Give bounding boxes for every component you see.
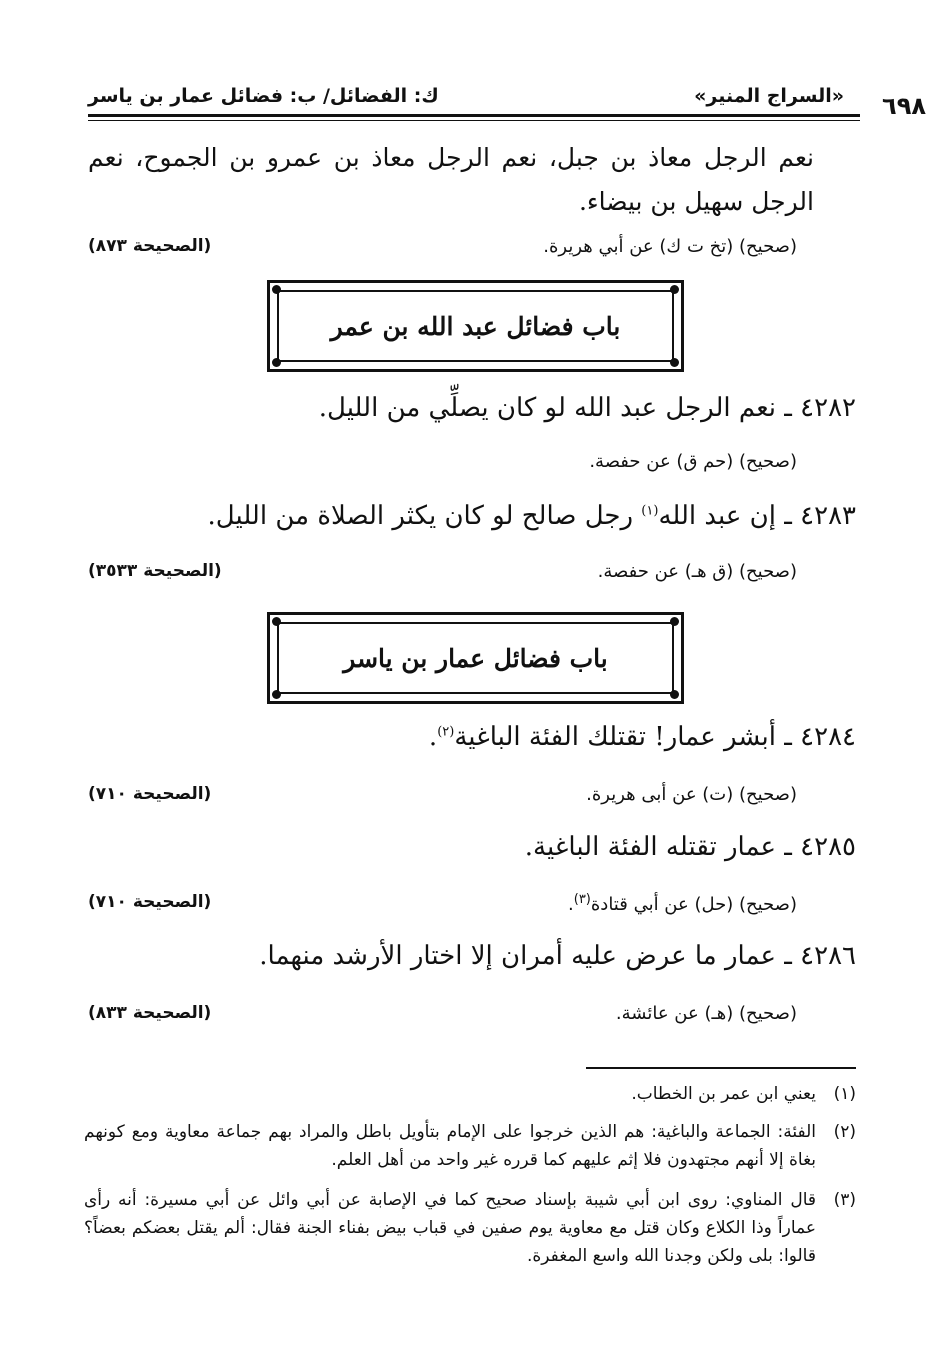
hadith-4284-text-b: . bbox=[428, 722, 438, 752]
section-box-abdullah-ibn-umar bbox=[267, 280, 684, 372]
chapter-title: ك: الفضائل/ ب: فضائل عمار بن ياسر bbox=[88, 85, 439, 107]
box-corner bbox=[670, 285, 679, 294]
box-corner bbox=[670, 690, 679, 699]
intro-reference: (الصحيحة ٨٧٣) bbox=[88, 236, 212, 256]
section-title: باب فضائل عمار بن ياسر bbox=[343, 643, 608, 673]
hadith-4283-reference: (الصحيحة ٣٥٣٣) bbox=[88, 561, 222, 581]
hadith-4284-source: (صحيح) (ت) عن أبى هريرة. bbox=[586, 784, 797, 805]
hadith-4283 bbox=[208, 501, 856, 531]
footnote-separator bbox=[586, 1067, 856, 1069]
hadith-4285: ٤٢٨٥ ـ عمار تقتله الفئة الباغية. bbox=[524, 832, 856, 862]
hadith-4282-source: (صحيح) (حم ق) عن حفصة. bbox=[589, 451, 797, 472]
footnote-number: (١) bbox=[833, 1084, 856, 1104]
footnote-text: يعني ابن عمر بن الخطاب. bbox=[631, 1084, 816, 1104]
box-corner bbox=[272, 358, 281, 367]
box-corner bbox=[670, 617, 679, 626]
hadith-4282: ٤٢٨٢ ـ نعم الرجل عبد الله لو كان يصلِّي من الليل. bbox=[318, 393, 856, 423]
hadith-4286-source: (صحيح) (هـ) عن عائشة. bbox=[615, 1003, 797, 1024]
book-title: «السراج المنير» bbox=[694, 85, 844, 107]
hadith-4285-source-a: (صحيح) (حل) عن أبي قتادة bbox=[590, 894, 797, 915]
intro-text: نعم الرجل معاذ بن جبل، نعم الرجل معاذ بن عمرو بن الجموح، نعم الرجل سهيل بن بيضاء. bbox=[88, 143, 814, 216]
footnote-mark-2: (٢) bbox=[437, 724, 455, 740]
box-corner bbox=[272, 285, 281, 294]
box-corner bbox=[670, 358, 679, 367]
hadith-4284-reference: (الصحيحة ٧١٠) bbox=[88, 784, 212, 804]
footnote-number: (٢) bbox=[833, 1122, 856, 1142]
hadith-4284 bbox=[429, 722, 856, 752]
footnote-1 bbox=[84, 1080, 856, 1110]
header-rule-thick bbox=[88, 114, 860, 117]
hadith-4284-text-a: ٤٢٨٤ ـ أبشر عمار! تقتلك الفئة الباغية bbox=[454, 722, 856, 752]
box-corner bbox=[272, 690, 281, 699]
header-rule-thin bbox=[88, 120, 860, 121]
footnote-mark-3: (٣) bbox=[573, 892, 591, 907]
footnote-3 bbox=[84, 1186, 856, 1276]
hadith-4285-source-b: . bbox=[568, 894, 574, 915]
hadith-4286: ٤٢٨٦ ـ عمار ما عرض عليه أمران إلا اختار الأرشد منهما. bbox=[259, 941, 856, 971]
page-number: ٦٩٨ bbox=[882, 92, 926, 120]
hadith-4283-text-b: رجل صالح لو كان يكثر الصلاة من الليل. bbox=[207, 501, 642, 531]
intro-source: (صحيح) (تخ ت ك) عن أبي هريرة. bbox=[543, 236, 797, 257]
hadith-4285-reference: (الصحيحة ٧١٠) bbox=[88, 892, 212, 912]
box-corner bbox=[272, 617, 281, 626]
footnote-number: (٣) bbox=[833, 1190, 856, 1210]
footnote-text: الفئة: الجماعة والباغية: هم الذين خرجوا على الإمام بتأويل باطل والمراد بهم جماعة معاوية ومع كونهم بغاة إلا أنهم مجتهدون فلا إثم عليهم كما قرره غير واحد من أهل العلم. bbox=[84, 1122, 816, 1170]
hadith-4285-source bbox=[568, 892, 797, 915]
footnote-2 bbox=[84, 1118, 856, 1178]
section-title: باب فضائل عبد الله بن عمر bbox=[330, 311, 621, 341]
section-box-ammar-ibn-yasir bbox=[267, 612, 684, 704]
hadith-4283-source: (صحيح) (ق هـ) عن حفصة. bbox=[597, 561, 797, 582]
footnote-text: قال المناوي: روى ابن أبي شيبة بإسناد صحيح كما في الإصابة عن أبي وائل عن أبي مسيرة: أنه رأى عماراً وذا الكلاع وكان قتل مع معاوية يوم صفين في قباب بيض بفناء الجنة فقال: ألم يقتل بعضكم بعضاً؟ قالوا: بلى ولكن وجدنا الله واسع المغفرة. bbox=[84, 1190, 816, 1266]
hadith-4283-text-a: ٤٢٨٣ ـ إن عبد الله bbox=[658, 501, 856, 531]
hadith-4286-reference: (الصحيحة ٨٣٣) bbox=[88, 1003, 212, 1023]
footnote-mark-1: (١) bbox=[641, 503, 659, 519]
